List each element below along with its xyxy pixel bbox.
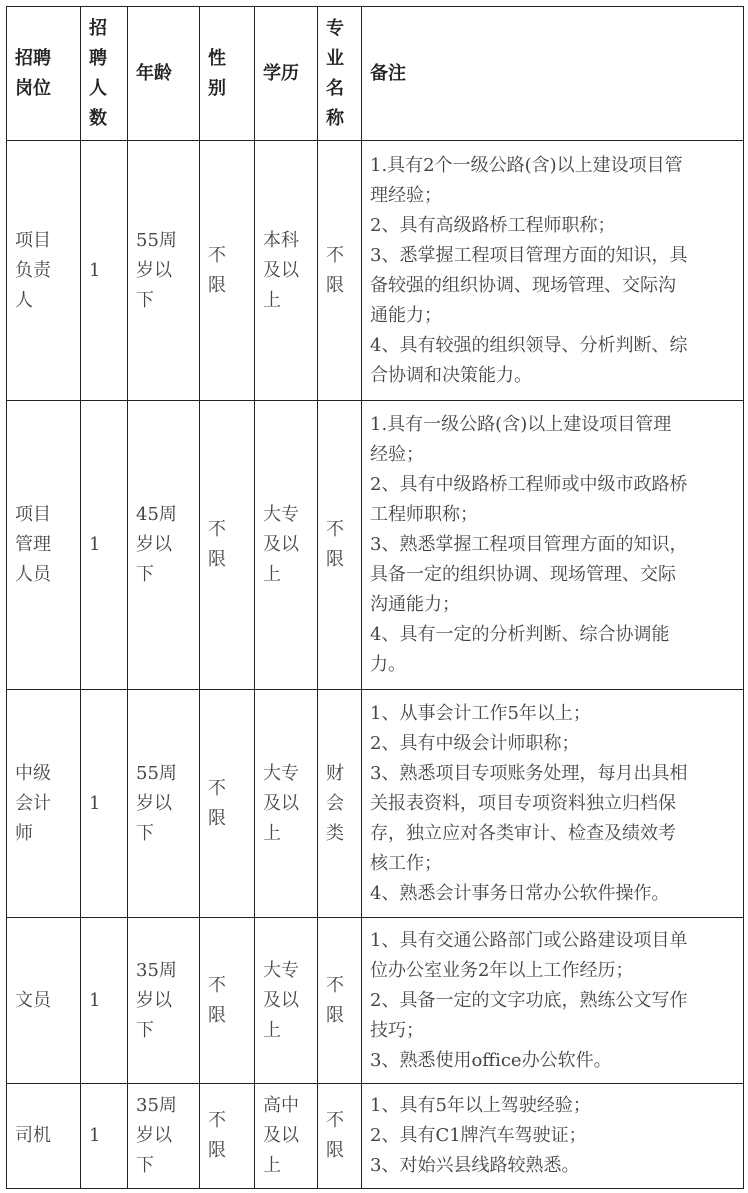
table-header-row xyxy=(7,7,744,141)
cell-age-line: 岁以 xyxy=(136,534,172,555)
table-row xyxy=(7,690,744,918)
header-count-line: 数 xyxy=(89,107,107,129)
cell-education-line: 及以 xyxy=(263,259,299,281)
cell-count-line: 1 xyxy=(89,534,101,555)
header-major xyxy=(318,7,362,141)
cell-age-line: 55周 xyxy=(136,229,177,251)
cell-notes-line: 2、具有中级路桥工程师或中级市政路桥 xyxy=(370,474,688,495)
header-count xyxy=(81,7,128,141)
cell-position-line: 项目 xyxy=(15,229,51,251)
cell-education-line: 及以 xyxy=(263,534,299,555)
cell-gender xyxy=(200,141,255,401)
cell-education-line: 大专 xyxy=(263,504,299,525)
cell-notes-line: 位办公室业务2年以上工作经历； xyxy=(370,959,634,981)
cell-age xyxy=(128,690,200,918)
cell-gender-line: 不 xyxy=(208,1110,226,1131)
cell-position-line: 师 xyxy=(15,822,33,844)
cell-position-line: 中级 xyxy=(15,762,51,784)
header-gender-line: 别 xyxy=(208,77,226,99)
cell-count xyxy=(81,690,128,918)
cell-count-line: 1 xyxy=(89,792,101,814)
cell-count-line: 1 xyxy=(89,989,101,1011)
cell-education xyxy=(255,918,318,1084)
cell-notes xyxy=(362,141,744,401)
cell-notes-line: 4、具有一定的分析判断、综合协调能 xyxy=(370,624,670,645)
cell-major xyxy=(318,918,362,1084)
cell-notes-line: 合协调和决策能力。 xyxy=(370,364,532,386)
cell-count xyxy=(81,141,128,401)
cell-major-line: 会 xyxy=(326,792,344,814)
cell-count xyxy=(81,1084,128,1189)
cell-notes-line: 3、熟悉项目专项账务处理，每月出具相 xyxy=(370,762,688,784)
cell-position xyxy=(7,918,81,1084)
cell-education xyxy=(255,690,318,918)
cell-education-line: 及以 xyxy=(263,792,299,814)
cell-gender-line: 限 xyxy=(208,1140,226,1161)
cell-age-line: 35周 xyxy=(136,1095,177,1116)
header-education-line: 学历 xyxy=(263,62,299,84)
cell-position xyxy=(7,401,81,690)
cell-education-line: 本科 xyxy=(263,229,299,251)
cell-age-line: 下 xyxy=(136,564,154,585)
cell-age-line: 下 xyxy=(136,1019,154,1041)
cell-notes-line: 力。 xyxy=(370,654,406,675)
cell-notes-line: 沟通能力； xyxy=(370,594,460,615)
table-row xyxy=(7,1084,744,1189)
cell-gender-line: 不 xyxy=(208,777,226,799)
table-row xyxy=(7,918,744,1084)
cell-notes-line: 3、熟悉掌握工程项目管理方面的知识， xyxy=(370,534,688,555)
cell-notes-line: 4、具有较强的组织领导、分析判断、综 xyxy=(370,334,688,356)
cell-notes-line: 关报表资料，项目专项资料独立归档保 xyxy=(370,792,676,814)
cell-major-line: 限 xyxy=(326,1140,344,1161)
cell-notes-line: 4、熟悉会计事务日常办公软件操作。 xyxy=(370,882,670,904)
cell-notes-line: 存，独立应对各类审计、检查及绩效考 xyxy=(370,822,676,844)
cell-gender xyxy=(200,401,255,690)
header-gender-line: 性 xyxy=(208,47,226,69)
header-age xyxy=(128,7,200,141)
cell-gender-line: 限 xyxy=(208,549,226,570)
cell-position-line: 文员 xyxy=(15,989,51,1011)
cell-major-line: 不 xyxy=(326,1110,344,1131)
cell-gender-line: 限 xyxy=(208,807,226,829)
cell-age-line: 岁以 xyxy=(136,1125,172,1146)
table-row xyxy=(7,401,744,690)
cell-position-line: 人员 xyxy=(15,564,51,585)
cell-education-line: 上 xyxy=(263,1155,281,1176)
cell-notes-line: 经验； xyxy=(370,444,424,465)
cell-notes xyxy=(362,401,744,690)
cell-position-line: 司机 xyxy=(15,1125,51,1146)
cell-notes-line: 2、具有C1牌汽车驾驶证； xyxy=(370,1125,587,1146)
cell-notes-line: 核工作； xyxy=(370,852,442,874)
cell-notes-line: 1、具有5年以上驾驶经验； xyxy=(370,1095,591,1116)
cell-education-line: 上 xyxy=(263,822,281,844)
header-count-line: 聘 xyxy=(89,47,107,69)
cell-major xyxy=(318,141,362,401)
cell-age xyxy=(128,141,200,401)
cell-education xyxy=(255,1084,318,1189)
cell-notes xyxy=(362,918,744,1084)
cell-age xyxy=(128,1084,200,1189)
cell-age-line: 下 xyxy=(136,289,154,311)
cell-notes-line: 通能力； xyxy=(370,304,442,326)
header-position-line: 岗位 xyxy=(15,77,51,99)
cell-major-line: 限 xyxy=(326,1004,344,1026)
header-count-line: 人 xyxy=(89,77,107,99)
cell-notes-line: 理经验； xyxy=(370,184,442,206)
cell-position xyxy=(7,690,81,918)
cell-major-line: 不 xyxy=(326,974,344,996)
cell-gender xyxy=(200,690,255,918)
header-major-line: 称 xyxy=(326,107,344,129)
cell-age xyxy=(128,401,200,690)
cell-position xyxy=(7,1084,81,1189)
cell-position-line: 管理 xyxy=(15,534,51,555)
cell-notes xyxy=(362,1084,744,1189)
cell-notes-line: 1.具有一级公路(含)以上建设项目管理 xyxy=(370,414,672,435)
header-position-line: 招聘 xyxy=(15,47,51,69)
cell-notes-line: 2、具备一定的文字功底，熟练公文写作 xyxy=(370,989,688,1011)
cell-major xyxy=(318,1084,362,1189)
header-gender xyxy=(200,7,255,141)
cell-major-line: 限 xyxy=(326,549,344,570)
header-count-line: 招 xyxy=(89,17,107,39)
cell-notes-line: 3、悉掌握工程项目管理方面的知识，具 xyxy=(370,244,688,266)
cell-notes-line: 2、具有高级路桥工程师职称； xyxy=(370,214,616,236)
cell-notes-line: 技巧； xyxy=(370,1019,424,1041)
cell-age-line: 岁以 xyxy=(136,259,172,281)
cell-education-line: 及以 xyxy=(263,1125,299,1146)
cell-age-line: 55周 xyxy=(136,762,177,784)
cell-age-line: 下 xyxy=(136,1155,154,1176)
cell-education-line: 大专 xyxy=(263,762,299,784)
header-notes-line: 备注 xyxy=(370,62,406,84)
cell-age-line: 45周 xyxy=(136,504,177,525)
cell-count-line: 1 xyxy=(89,1125,101,1146)
cell-major xyxy=(318,690,362,918)
cell-education-line: 上 xyxy=(263,1019,281,1041)
cell-major-line: 限 xyxy=(326,274,344,296)
cell-age-line: 岁以 xyxy=(136,989,172,1011)
cell-gender-line: 不 xyxy=(208,974,226,996)
cell-notes-line: 1、具有交通公路部门或公路建设项目单 xyxy=(370,929,688,951)
cell-notes xyxy=(362,690,744,918)
cell-major-line: 财 xyxy=(326,762,344,784)
cell-position-line: 项目 xyxy=(15,504,51,525)
cell-education-line: 上 xyxy=(263,289,281,311)
cell-count xyxy=(81,401,128,690)
cell-major-line: 不 xyxy=(326,519,344,540)
cell-notes-line: 1、从事会计工作5年以上； xyxy=(370,702,591,724)
cell-education-line: 上 xyxy=(263,564,281,585)
cell-count xyxy=(81,918,128,1084)
cell-age-line: 岁以 xyxy=(136,792,172,814)
cell-education-line: 及以 xyxy=(263,989,299,1011)
cell-age-line: 35周 xyxy=(136,959,177,981)
cell-notes-line: 3、熟悉使用office办公软件。 xyxy=(370,1049,612,1071)
cell-notes-line: 2、具有中级会计师职称； xyxy=(370,732,580,754)
header-major-line: 名 xyxy=(326,77,344,99)
cell-count-line: 1 xyxy=(89,259,101,281)
header-age-line: 年龄 xyxy=(136,62,172,84)
cell-gender-line: 限 xyxy=(208,274,226,296)
cell-notes-line: 具备一定的组织协调、现场管理、交际 xyxy=(370,564,676,585)
cell-education xyxy=(255,401,318,690)
cell-gender xyxy=(200,918,255,1084)
cell-position xyxy=(7,141,81,401)
header-education xyxy=(255,7,318,141)
cell-position-line: 负责 xyxy=(15,259,51,281)
header-notes xyxy=(362,7,744,141)
header-position xyxy=(7,7,81,141)
cell-gender-line: 限 xyxy=(208,1004,226,1026)
cell-notes-line: 工程师职称； xyxy=(370,504,478,525)
cell-position-line: 会计 xyxy=(15,792,51,814)
cell-age xyxy=(128,918,200,1084)
cell-notes-line: 3、对始兴县线路较熟悉。 xyxy=(370,1155,580,1176)
cell-age-line: 下 xyxy=(136,822,154,844)
cell-education-line: 高中 xyxy=(263,1095,299,1116)
cell-education xyxy=(255,141,318,401)
cell-major xyxy=(318,401,362,690)
cell-position-line: 人 xyxy=(15,289,33,311)
cell-notes-line: 备较强的组织协调、现场管理、交际沟 xyxy=(370,274,676,296)
header-major-line: 业 xyxy=(326,47,344,69)
cell-notes-line: 1.具有2个一级公路(含)以上建设项目管 xyxy=(370,154,683,176)
cell-education-line: 大专 xyxy=(263,959,299,981)
cell-gender xyxy=(200,1084,255,1189)
header-major-line: 专 xyxy=(326,17,344,39)
cell-gender-line: 不 xyxy=(208,519,226,540)
cell-major-line: 类 xyxy=(326,822,344,844)
recruitment-table xyxy=(6,6,744,1189)
table-row xyxy=(7,141,744,401)
cell-major-line: 不 xyxy=(326,244,344,266)
cell-gender-line: 不 xyxy=(208,244,226,266)
